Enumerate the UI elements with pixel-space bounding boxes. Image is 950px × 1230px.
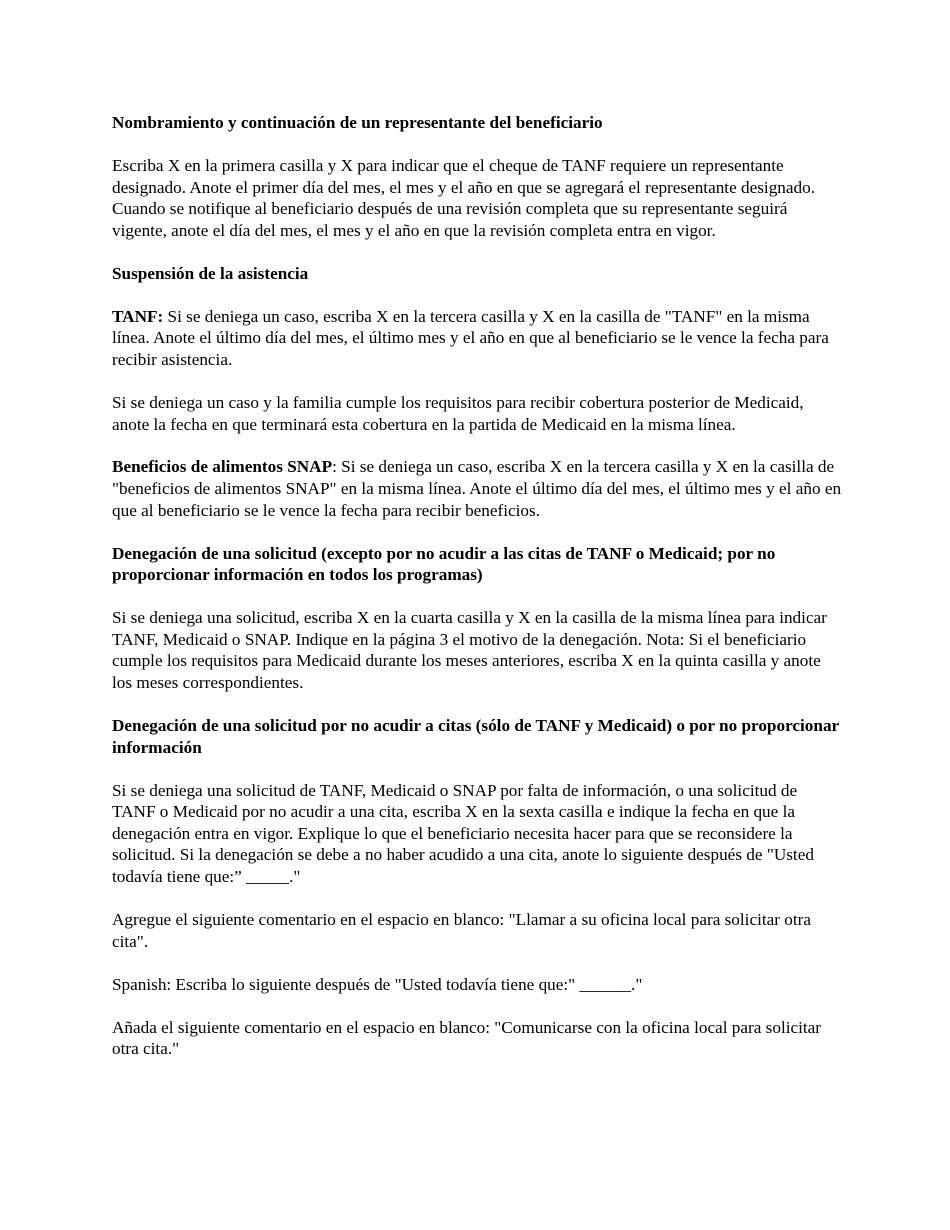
- heading-denial-appointments: Denegación de una solicitud por no acudir a citas (sólo de TANF y Medicaid) o por no proporcionar información: [112, 716, 839, 757]
- paragraph-denial-appointments: Si se deniega una solicitud de TANF, Medicaid o SNAP por falta de información, o una solicitud de TANF o Medicaid por no acudir a una cita, escriba X en la sexta casilla e indique la fecha en que la denegación entra en vigor. Explique lo que el beneficiario necesita hacer para que se reconsidere la solicitud. Si la denegación se debe a no haber acudido a una cita, anote lo siguiente después de "Usted todavía tiene que:” _____.": [112, 780, 814, 886]
- paragraph-suspension-tanf: [112, 306, 842, 371]
- text-snap: : Si se deniega un caso, escriba X en la tercera casilla y X en la casilla de "beneficios de alimentos SNAP" en la misma línea. Anote el último día del mes, el último mes y el año en que al beneficiario se le vence la fecha para recibir beneficios.: [112, 457, 842, 520]
- text-tanf: Si se deniega un caso, escriba X en la tercera casilla y X en la casilla de "TANF" en la misma línea. Anote el último día del mes, el último mes y el año en que al beneficiario se le vence la fecha para recibir asistencia.: [112, 306, 829, 369]
- label-snap: Beneficios de alimentos SNAP: [112, 457, 333, 477]
- paragraph-suspension-snap: [112, 456, 842, 521]
- paragraph-spanish-instruction: Spanish: Escriba lo siguiente después de "Usted todavía tiene que:" ______.": [112, 974, 643, 994]
- paragraph-comment-english: Agregue el siguiente comentario en el espacio en blanco: "Llamar a su oficina local para solicitar otra cita".: [112, 909, 811, 951]
- document-page: [112, 112, 842, 1081]
- heading-suspension: Suspensión de la asistencia: [112, 263, 309, 283]
- paragraph-comment-spanish: Añada el siguiente comentario en el espacio en blanco: "Comunicarse con la oficina local para solicitar otra cita.": [112, 1017, 822, 1059]
- heading-appointment: Nombramiento y continuación de un representante del beneficiario: [112, 113, 603, 132]
- paragraph-denial: Si se deniega una solicitud, escriba X en la cuarta casilla y X en la casilla de la misma línea para indicar TANF, Medicaid o SNAP. Indique en la página 3 el motivo de la denegación. Nota: Si el beneficiario cumple los requisitos para Medicaid durante los meses anteriores, escriba X en la quinta casilla y anote los meses correspondientes.: [112, 608, 827, 693]
- paragraph-appointment: Escriba X en la primera casilla y X para indicar que el cheque de TANF requiere un representante designado. Anote el primer día del mes, el mes y el año en que se agregará el representante designado. Cuando se notifique al beneficiario después de una revisión completa que su representante seguirá vigente, anote el día del mes, el mes y el año en que la revisión completa entra en vigor.: [112, 155, 815, 240]
- paragraph-suspension-medicaid: Si se deniega un caso y la familia cumple los requisitos para recibir cobertura posterior de Medicaid, anote la fecha en que terminará esta cobertura en la partida de Medicaid en la misma línea.: [112, 392, 804, 434]
- label-tanf: TANF:: [112, 306, 164, 326]
- heading-denial: Denegación de una solicitud (excepto por no acudir a las citas de TANF o Medicaid; por no proporcionar información en todos los programas): [112, 543, 776, 585]
